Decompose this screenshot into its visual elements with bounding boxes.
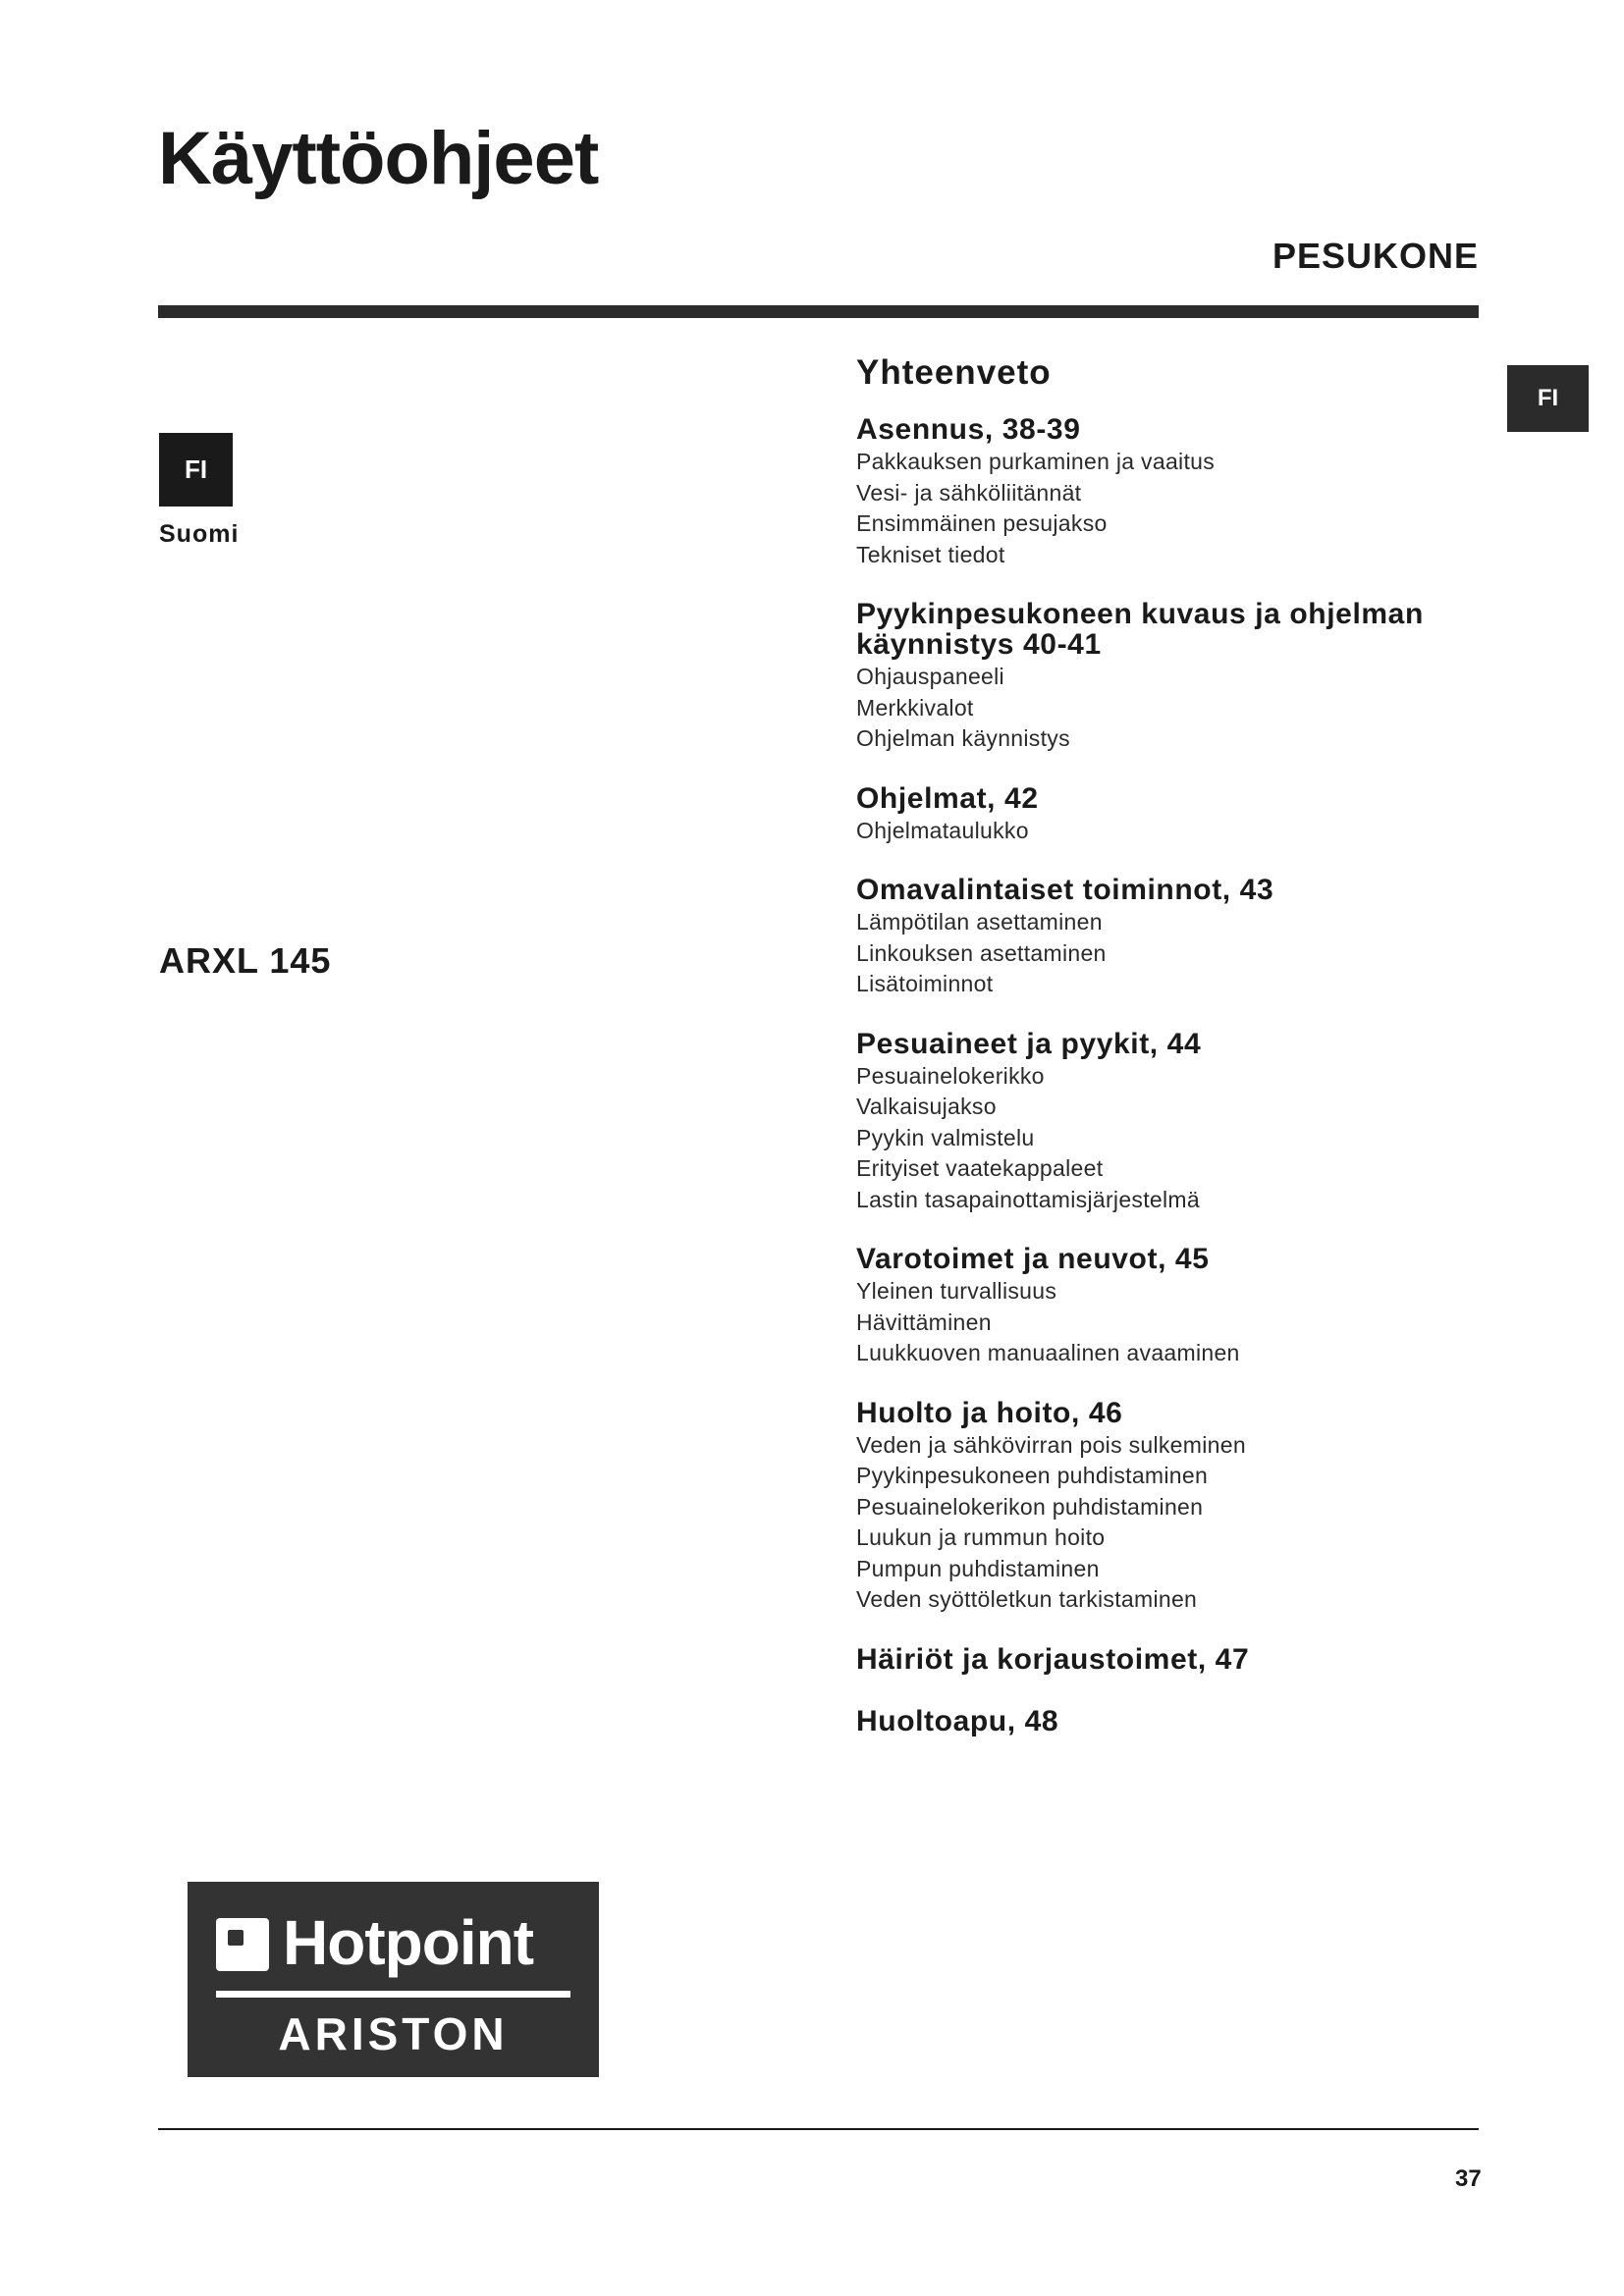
toc-section [856, 1706, 1485, 1736]
toc-section-title: Asennus, 38-39 [856, 413, 1081, 446]
toc-item-list [856, 1430, 1485, 1616]
toc-item: Ensimmäinen pesujakso [856, 510, 1108, 536]
toc-item: Yleinen turvallisuus [856, 1278, 1057, 1304]
toc-item: Luukun ja rummun hoito [856, 1524, 1106, 1550]
toc-item: Hävittäminen [856, 1308, 992, 1335]
toc-section-title: Pyykinpesukoneen kuvaus ja ohjelman käynnistys 40-41 [856, 598, 1424, 661]
toc-item: Lisätoiminnot [856, 971, 994, 996]
toc-item-list [856, 1061, 1485, 1216]
logo-square-icon [216, 1918, 269, 1971]
toc-item: Vesi- ja sähköliitännät [856, 479, 1082, 506]
toc-section-title: Häiriöt ja korjaustoimet, 47 [856, 1642, 1250, 1676]
toc-item: Pesuainelokerikon puhdistaminen [856, 1493, 1204, 1520]
toc-item: Valkaisujakso [856, 1094, 997, 1119]
language-side-tab: FI [1507, 365, 1589, 432]
header-divider [158, 305, 1479, 318]
table-of-contents [856, 353, 1485, 1768]
toc-section [856, 1029, 1485, 1216]
language-name: Suomi [159, 520, 240, 548]
toc-item-list [856, 662, 1485, 755]
page-number: 37 [1455, 2165, 1482, 2192]
toc-section-title: Huolto ja hoito, 46 [856, 1396, 1123, 1429]
toc-section-title: Varotoimet ja neuvot, 45 [856, 1243, 1210, 1275]
brand-logo [188, 1882, 599, 2077]
toc-section-title: Ohjelmat, 42 [856, 781, 1039, 815]
toc-section-title: Pesuaineet ja pyykit, 44 [856, 1027, 1202, 1060]
toc-section [856, 414, 1485, 570]
toc-item: Luukkuoven manuaalinen avaaminen [856, 1340, 1240, 1365]
toc-item: Ohjelmataulukko [856, 817, 1029, 843]
toc-item: Pumpun puhdistaminen [856, 1555, 1100, 1581]
toc-item: Pyykinpesukoneen puhdistaminen [856, 1463, 1209, 1488]
footer-divider [158, 2128, 1479, 2130]
toc-item: Veden ja sähkövirran pois sulkeminen [856, 1431, 1246, 1458]
document-subject: PESUKONE [1272, 236, 1479, 276]
toc-item: Pesuainelokerikko [856, 1062, 1045, 1089]
toc-sections [856, 414, 1485, 1736]
toc-item: Tekniset tiedot [856, 541, 1005, 567]
toc-item: Ohjelman käynnistys [856, 725, 1070, 751]
toc-section [856, 599, 1485, 755]
toc-section [856, 1398, 1485, 1616]
toc-section [856, 783, 1485, 847]
toc-section [856, 1244, 1485, 1369]
toc-item-list [856, 447, 1485, 570]
logo-divider [216, 1991, 570, 1998]
logo-subbrand-text: ARISTON [278, 2008, 509, 2059]
toc-item-list [856, 816, 1485, 847]
toc-item: Ohjauspaneeli [856, 664, 1004, 689]
toc-heading: Yhteenveto [856, 353, 1052, 392]
toc-item: Pyykin valmistelu [856, 1124, 1035, 1150]
toc-item: Erityiset vaatekappaleet [856, 1155, 1104, 1181]
toc-section-title: Huoltoapu, 48 [856, 1704, 1059, 1737]
toc-item: Veden syöttöletkun tarkistaminen [856, 1586, 1198, 1612]
toc-section [856, 875, 1485, 1000]
toc-item-list [856, 1276, 1485, 1369]
toc-item: Pakkauksen purkaminen ja vaaitus [856, 449, 1216, 474]
model-number: ARXL 145 [159, 940, 332, 981]
toc-section [856, 1644, 1485, 1675]
language-badge: FI [159, 433, 233, 507]
toc-section-title: Omavalintaiset toiminnot, 43 [856, 874, 1274, 906]
toc-item: Linkouksen asettaminen [856, 939, 1107, 966]
logo-brand-text: Hotpoint [283, 1907, 533, 1978]
toc-item: Lastin tasapainottamisjärjestelmä [856, 1186, 1200, 1212]
page-title: Käyttöohjeet [158, 117, 599, 200]
toc-item: Lämpötilan asettaminen [856, 909, 1103, 934]
toc-item-list [856, 907, 1485, 1000]
toc-item: Merkkivalot [856, 694, 974, 721]
